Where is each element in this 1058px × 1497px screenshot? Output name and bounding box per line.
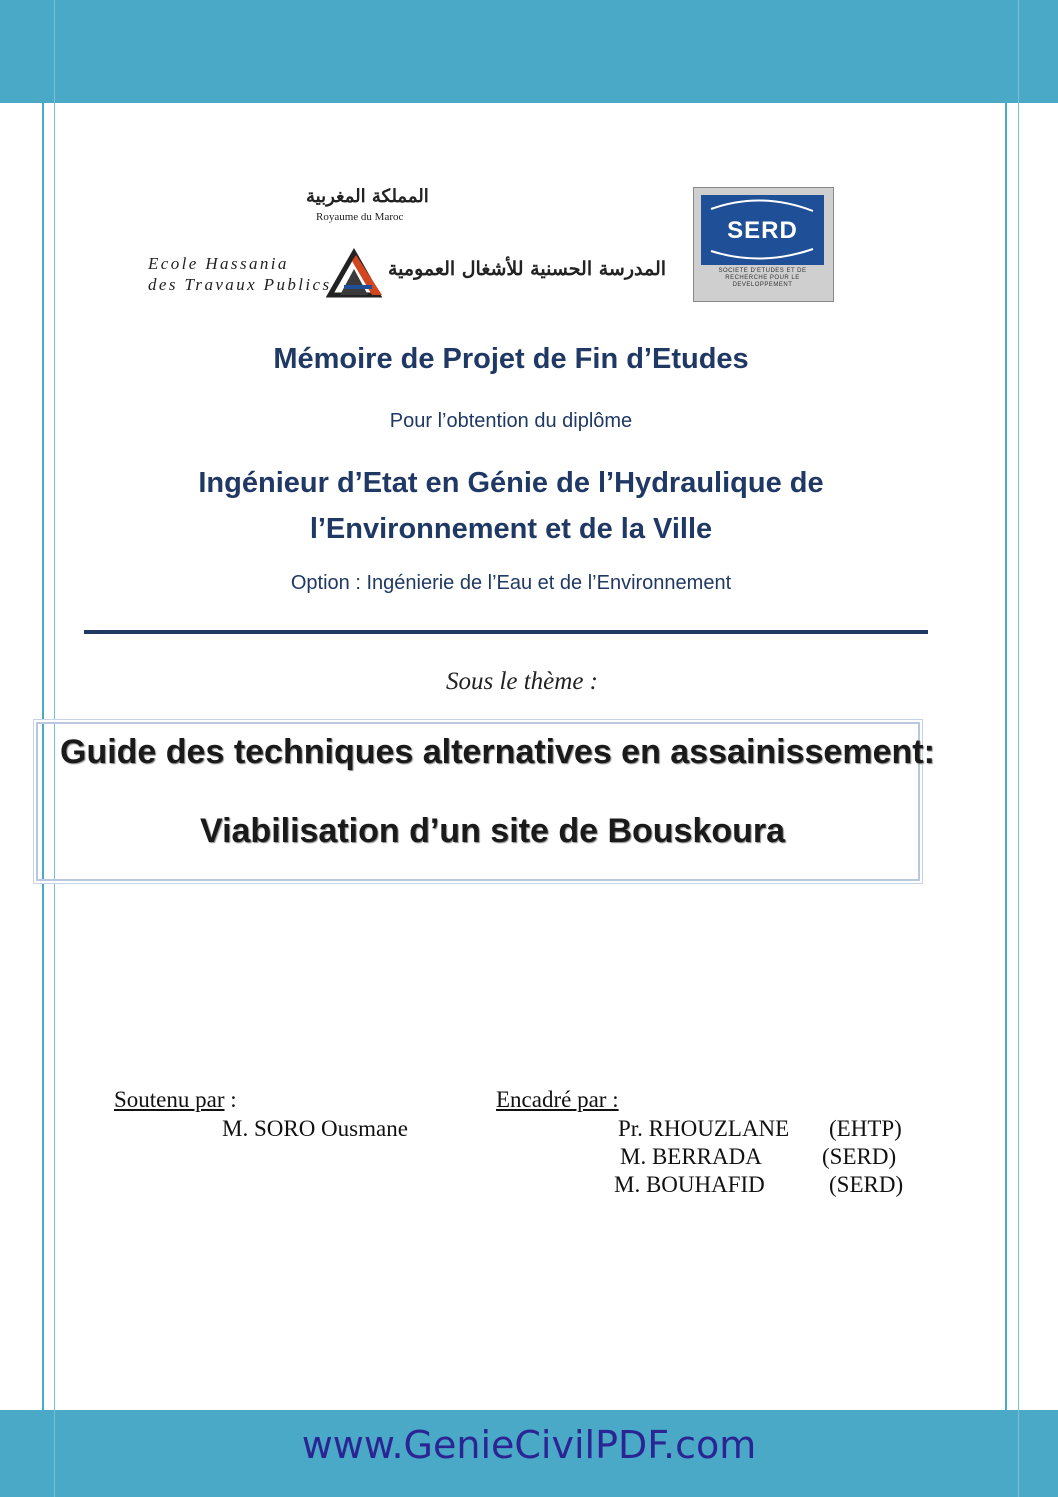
right-border-line-inner <box>1018 0 1019 1497</box>
royal-french-text: Royaume du Maroc <box>316 211 404 223</box>
supervisor-org: (SERD) <box>829 1172 904 1197</box>
soutenu-heading <box>114 1087 237 1113</box>
divider-rule <box>84 630 928 634</box>
degree-line2: l’Environnement et de la Ville <box>309 513 713 545</box>
theme-intro: Sous le thème : <box>445 668 599 695</box>
document-subtitle: Pour l’obtention du diplôme <box>389 410 633 432</box>
soutenu-label: Soutenu par <box>114 1087 225 1112</box>
serd-logo-panel <box>701 195 824 265</box>
school-name-french <box>148 253 331 295</box>
school-name-line2: des Travaux Publics <box>148 275 332 294</box>
serd-logo-subtext: SOCIETE D'ETUDES ET DE RECHERCHE POUR LE DEVELOPPEMENT <box>718 268 807 288</box>
supervisor-name: M. BERRADA <box>620 1144 762 1169</box>
right-border-line <box>1005 0 1007 1497</box>
supervisor-org: (EHTP) <box>829 1116 902 1141</box>
ehtp-emblem-icon <box>326 247 384 299</box>
theme-title-line1: Guide des techniques alternatives en assainissement: <box>60 733 935 771</box>
encadre-heading: Encadré par : <box>496 1087 619 1112</box>
school-name-arabic: المدرسة الحسنية للأشغال العمومية <box>388 258 667 280</box>
soutenu-colon: : <box>224 1087 237 1112</box>
supervisor-name: M. BOUHAFID <box>614 1172 765 1197</box>
footer-url-link[interactable]: www.GenieCivilPDF.com <box>301 1423 757 1467</box>
degree-line1: Ingénieur d’Etat en Génie de l’Hydraulique de <box>198 467 824 499</box>
serd-logo-word: SERD <box>727 217 798 244</box>
top-band <box>0 0 1058 103</box>
royal-arabic-text: المملكة المغربية <box>306 186 429 207</box>
student-name: M. SORO Ousmane <box>222 1116 408 1141</box>
degree-option: Option : Ingénierie de l’Eau et de l’Environnement <box>290 572 732 594</box>
school-name-line1: Ecole Hassania <box>148 254 289 273</box>
supervisor-name: Pr. RHOUZLANE <box>618 1116 790 1141</box>
theme-title-line2: Viabilisation d’un site de Bouskoura <box>200 812 786 850</box>
document-title: Mémoire de Projet de Fin d’Etudes <box>273 343 749 375</box>
supervisor-org: (SERD) <box>822 1144 897 1169</box>
serd-logo <box>693 187 834 302</box>
degree-title <box>0 460 1022 552</box>
